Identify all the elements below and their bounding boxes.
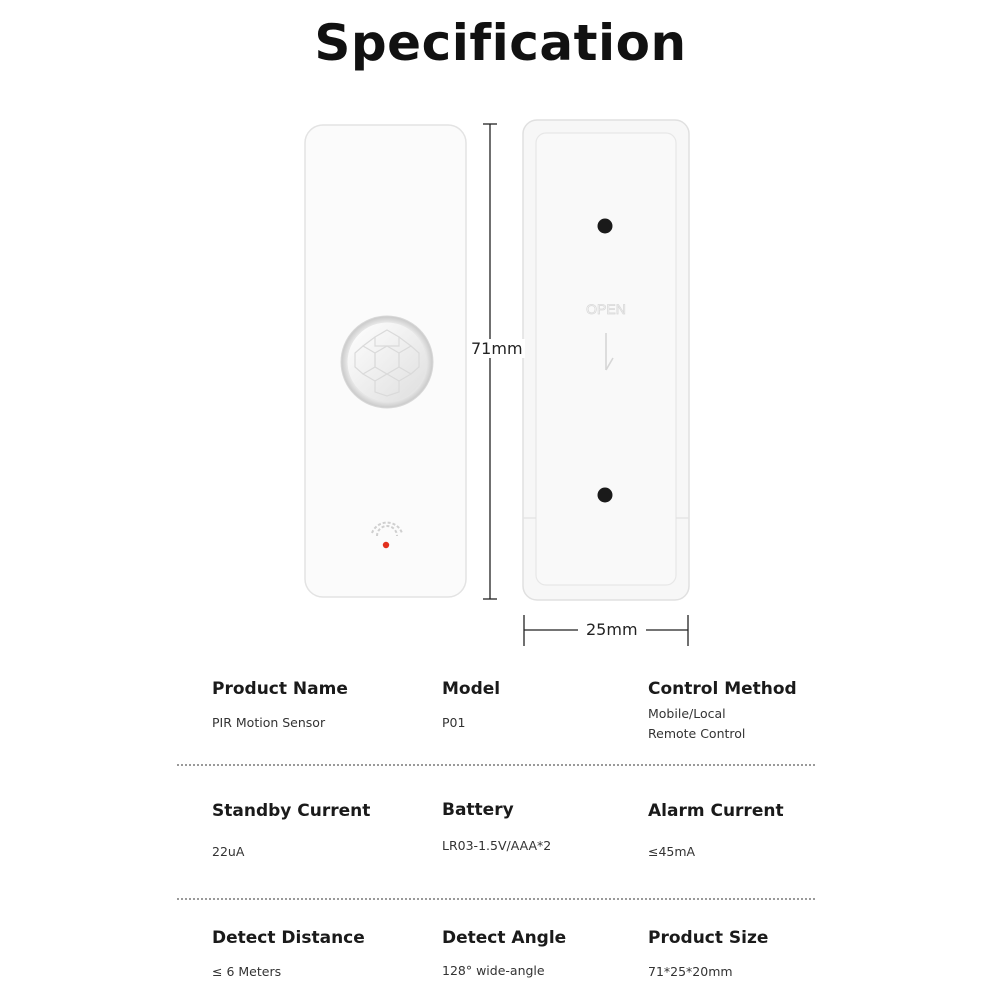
spec-label-model: Model xyxy=(442,679,501,699)
spec-label-standby-current: Standby Current xyxy=(212,801,371,821)
spec-label-alarm-current: Alarm Current xyxy=(648,801,784,821)
spec-value-control-method-line2: Remote Control xyxy=(648,726,746,741)
pir-lens-icon xyxy=(341,316,433,408)
spec-label-detect-distance: Detect Distance xyxy=(212,928,365,948)
spec-label-detect-angle: Detect Angle xyxy=(442,928,567,948)
sensor-front xyxy=(305,125,466,597)
width-label: 25mm xyxy=(578,620,646,639)
spec-label-product-size: Product Size xyxy=(648,928,769,948)
height-label: 71mm xyxy=(471,339,523,358)
height-dimension xyxy=(483,124,497,599)
spec-value-product-name: PIR Motion Sensor xyxy=(212,715,326,730)
screw-hole-bottom xyxy=(598,488,613,503)
sensor-back xyxy=(523,120,689,600)
screw-hole-top xyxy=(598,219,613,234)
page-title: Specification xyxy=(314,14,687,72)
spec-value-battery: LR03-1.5V/AAA*2 xyxy=(442,838,552,853)
back-open-label: OPEN xyxy=(586,301,626,317)
spec-value-standby-current: 22uA xyxy=(212,844,245,859)
spec-value-control-method-line1: Mobile/Local xyxy=(648,706,726,721)
spec-value-detect-angle: 128° wide-angle xyxy=(442,963,545,978)
spec-value-product-size: 71*25*20mm xyxy=(648,964,733,979)
spec-table xyxy=(0,660,1001,1001)
row-divider xyxy=(177,898,815,900)
status-led xyxy=(383,542,389,548)
spec-label-control-method: Control Method xyxy=(648,679,797,699)
row-divider xyxy=(177,764,815,766)
spec-value-alarm-current: ≤45mA xyxy=(648,844,696,859)
spec-value-model: P01 xyxy=(442,715,466,730)
spec-label-battery: Battery xyxy=(442,800,514,820)
spec-value-detect-distance: ≤ 6 Meters xyxy=(212,964,282,979)
spec-label-product-name: Product Name xyxy=(212,679,348,699)
